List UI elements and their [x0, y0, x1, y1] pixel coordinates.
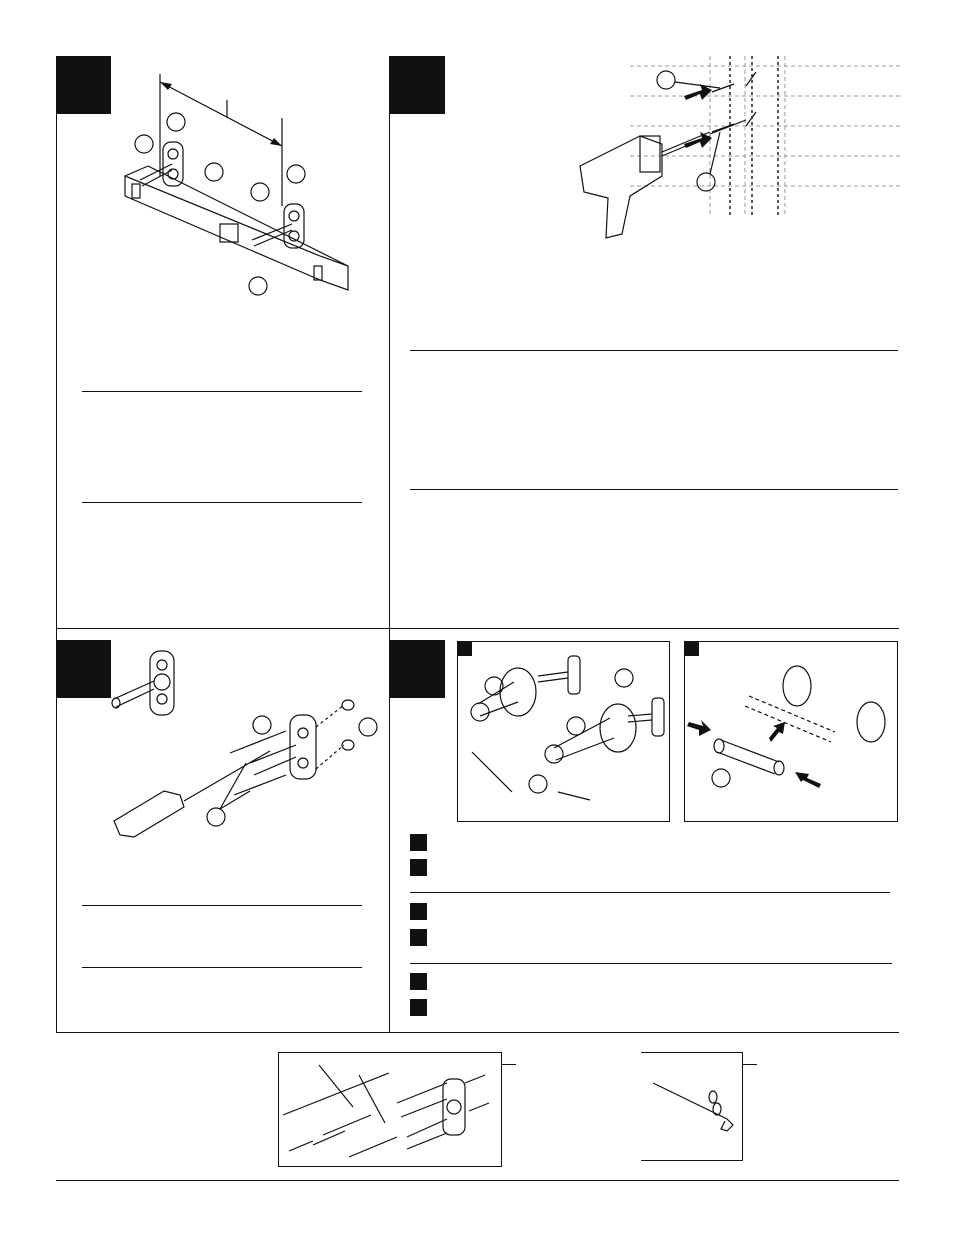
- step1-rule-1: [82, 391, 362, 392]
- step3-rule-1: [82, 905, 362, 906]
- step4-rule-1: [410, 892, 890, 893]
- drill-wall-illustration: [570, 56, 900, 246]
- wrench-kit-leader: [743, 1064, 757, 1065]
- bullet-a-1: [410, 834, 427, 851]
- step3-rule-2: [82, 967, 362, 968]
- bullet-a-3: [410, 973, 427, 990]
- hardware-kit-illustration: [279, 1053, 503, 1168]
- hex-wrench-illustration: [641, 1053, 743, 1162]
- bullet-b-1: [410, 859, 427, 876]
- screwdriver-bracket-illustration: [100, 645, 390, 845]
- step2-rule-2: [410, 489, 898, 490]
- step1-rule-2: [82, 502, 362, 503]
- footer-rule: [56, 1180, 899, 1181]
- wrench-kit-bottom: [641, 1160, 743, 1161]
- hardware-kit-panel: [278, 1052, 502, 1167]
- step4-rule-2: [410, 963, 892, 964]
- bullet-b-2: [410, 929, 427, 946]
- mid-divider: [56, 628, 899, 629]
- bullet-a-2: [410, 903, 427, 920]
- post-assembly-illustration: [458, 642, 671, 823]
- panel-a: [457, 641, 670, 822]
- step-2-badge: [390, 56, 445, 114]
- step2-rule-1: [410, 350, 898, 351]
- center-divider: [389, 56, 390, 1033]
- hardware-kit-leader: [502, 1064, 516, 1065]
- panel-b: [684, 641, 898, 822]
- step-4-badge: [390, 640, 445, 698]
- roller-insert-illustration: [685, 642, 899, 823]
- bullet-b-3: [410, 999, 427, 1016]
- step-1-badge: [56, 56, 111, 114]
- wrench-kit-panel: [641, 1052, 743, 1161]
- level-bracket-illustration: [120, 66, 360, 306]
